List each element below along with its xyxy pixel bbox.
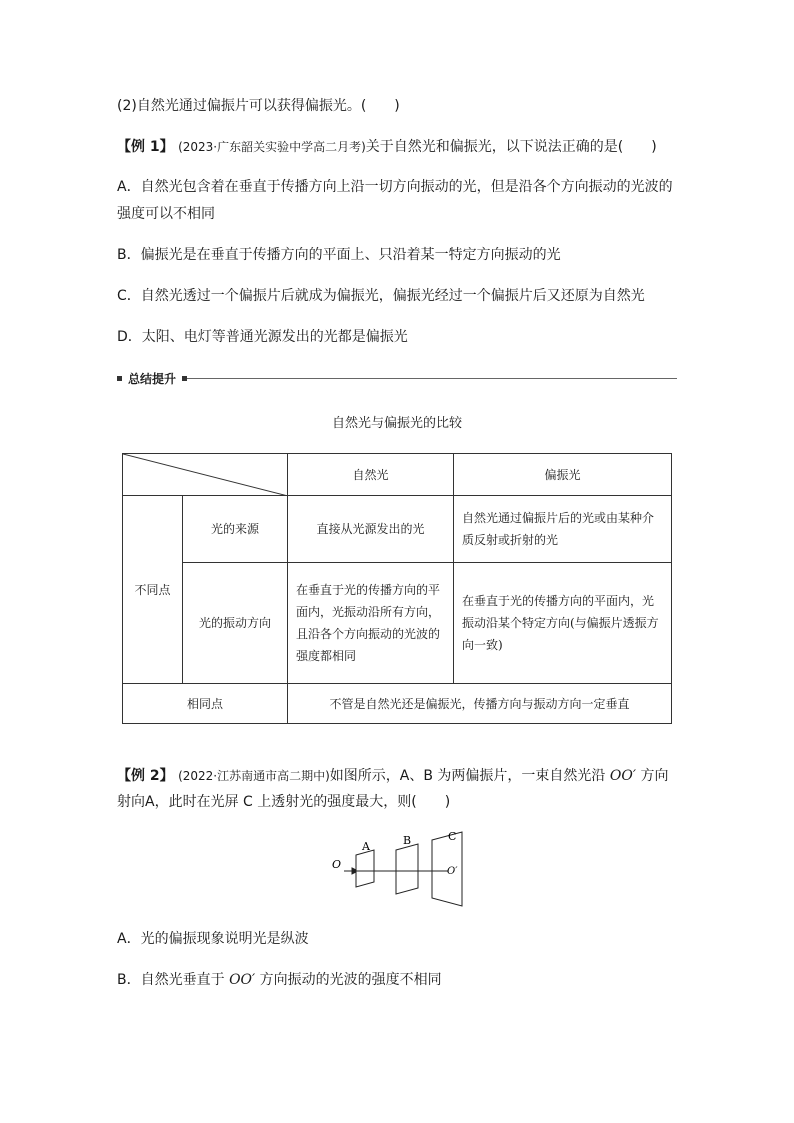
example-1-option-a-line2: 强度可以不相同 <box>117 206 215 222</box>
point-o-prime-label: O′ <box>447 866 458 877</box>
polarizer-diagram <box>330 830 470 910</box>
table-row <box>123 496 672 563</box>
example-1-option-c: C．自然光透过一个偏振片后就成为偏振光，偏振光经过一个偏振片后又还原为自然光 <box>117 288 645 304</box>
example-2-source: (2022·江苏南通市高二期中) <box>178 769 330 783</box>
table-row <box>123 684 672 724</box>
option-b-text-pre: B．自然光垂直于 <box>117 972 230 988</box>
example-1-tag: 【例 1】 <box>117 139 174 155</box>
example-2-stem-line1 <box>117 766 668 786</box>
comparison-table <box>122 453 672 724</box>
cell-polarized-vibration: 在垂直于光的传播方向的平面内，光振动沿某个特定方向(与偏振片透振方向一致) <box>454 563 672 684</box>
example-1-option-a-line1: A．自然光包含着在垂直于传播方向上沿一切方向振动的光，但是沿各个方向振动的光波的 <box>117 179 673 195</box>
table-row <box>123 563 672 684</box>
table-caption: 自然光与偏振光的比较 <box>331 416 462 431</box>
example-2-option-b <box>117 970 442 990</box>
polarizer-b-shape <box>396 844 418 894</box>
row-label-source: 光的来源 <box>183 496 288 563</box>
row-label-vibration: 光的振动方向 <box>183 563 288 684</box>
example-1-option-b: B．偏振光是在垂直于传播方向的平面上、只沿着某一特定方向振动的光 <box>117 247 561 263</box>
example-2-tag: 【例 2】 <box>117 768 174 784</box>
cell-same-value: 不管是自然光还是偏振光，传播方向与振动方向一定垂直 <box>288 684 672 724</box>
square-bullet-icon <box>117 376 122 381</box>
axis-label-oo: OO′ <box>609 768 637 784</box>
polarizer-b-label: B <box>403 834 412 847</box>
screen-c-label: C <box>448 830 457 843</box>
header-natural-light: 自然光 <box>288 454 454 496</box>
row-label-same: 相同点 <box>123 684 288 724</box>
diagonal-line <box>123 454 288 496</box>
cell-natural-vibration: 在垂直于光的传播方向的平面内，光振动沿所有方向，且沿各个方向振动的光波的强度都相同 <box>288 563 454 684</box>
diagonal-header-cell <box>123 454 288 496</box>
summary-header <box>117 368 677 388</box>
table-header-row <box>123 454 672 496</box>
example-1-source: (2023·广东韶关实验中学高二月考) <box>178 140 366 154</box>
example-2-stem-line2: 射向A，此时在光屏 C 上透射光的强度最大，则( ) <box>117 794 451 810</box>
example-1-question: 关于自然光和偏振光，以下说法正确的是( ) <box>365 139 657 155</box>
point-o-label: O <box>332 858 342 871</box>
cell-polarized-source: 自然光通过偏振片后的光或由某种介质反射或折射的光 <box>454 496 672 563</box>
example-1-stem <box>117 137 657 157</box>
polarizer-a-label: A <box>362 840 370 853</box>
summary-rule <box>187 378 677 379</box>
polarizer-a-shape <box>356 850 374 887</box>
example-2-option-a: A．光的偏振现象说明光是纵波 <box>117 931 309 947</box>
example-2-stem-text: 如图所示，A、B 为两偏振片，一束自然光沿 <box>329 768 610 784</box>
header-polarized-light: 偏振光 <box>454 454 672 496</box>
summary-title: 总结提升 <box>128 371 177 386</box>
question-2: (2)自然光通过偏振片可以获得偏振光。( ) <box>117 98 400 114</box>
option-b-text-post: 方向振动的光波的强度不相同 <box>255 972 442 988</box>
example-1-option-d: D．太阳、电灯等普通光源发出的光都是偏振光 <box>117 329 408 345</box>
axis-label-oo: OO′ <box>229 972 256 988</box>
group-label-differences: 不同点 <box>123 496 183 684</box>
example-2-stem-text-end: 方向 <box>636 768 669 784</box>
cell-natural-source: 直接从光源发出的光 <box>288 496 454 563</box>
